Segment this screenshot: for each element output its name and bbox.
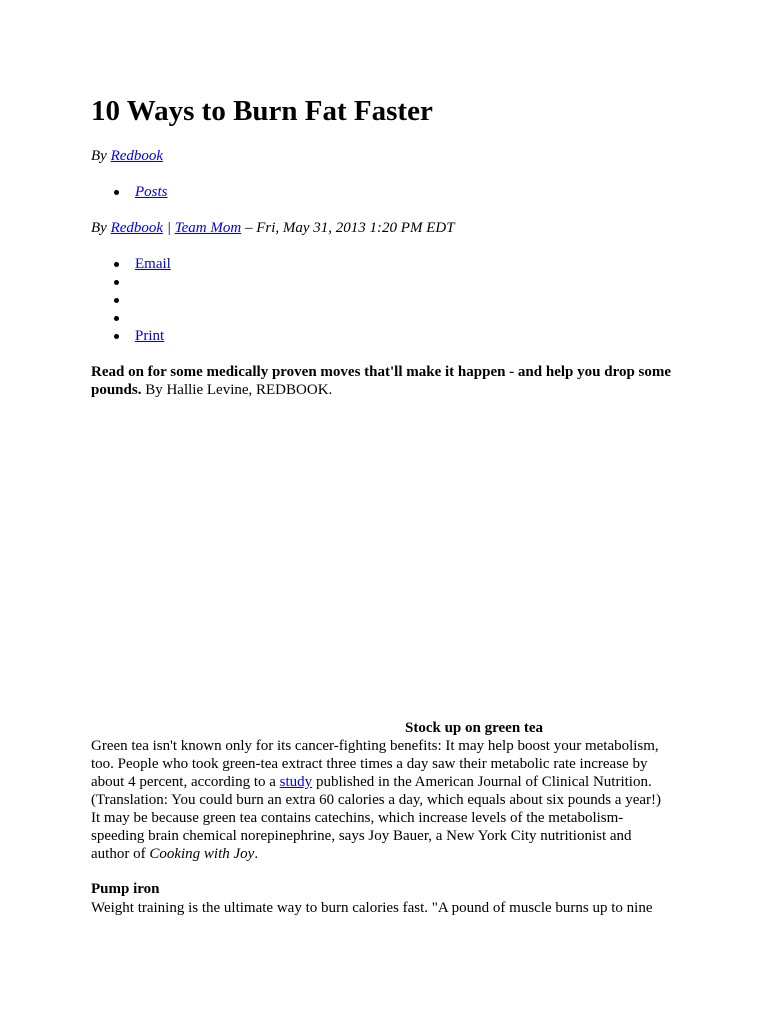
author-link[interactable]: Redbook — [110, 220, 164, 236]
section-body-pump-iron — [91, 899, 681, 917]
publish-date: – Fri, May 31, 2013 1:20 PM EDT — [241, 220, 455, 236]
byline-top — [91, 147, 163, 165]
body-line — [91, 773, 681, 791]
body-line: too. People who took green-tea extract three times a day saw their metabolic rate increase by — [91, 756, 648, 772]
bullet-icon — [114, 280, 119, 285]
share-item-email — [91, 255, 171, 273]
body-text: published in the American Journal of Clinical Nutrition. — [312, 774, 652, 790]
body-line: It may be because green tea contains catechins, which increase levels of the metabolism- — [91, 810, 624, 826]
bullet-icon — [114, 334, 119, 339]
posts-link[interactable]: Posts — [135, 184, 168, 200]
print-link[interactable]: Print — [135, 328, 165, 344]
body-line: Green tea isn't known only for its cancer-fighting benefits: It may help boost your metabolism, — [91, 738, 659, 754]
body-text: author of — [91, 846, 150, 862]
share-item-print — [91, 327, 171, 345]
share-item-empty — [91, 309, 171, 327]
article-title: 10 Ways to Burn Fat Faster — [91, 95, 433, 127]
body-line: Weight training is the ultimate way to burn calories fast. "A pound of muscle burns up to nine — [91, 900, 653, 916]
author-link[interactable]: Redbook — [110, 148, 164, 164]
bullet-icon — [114, 190, 119, 195]
book-title: Cooking with Joy — [149, 846, 255, 862]
section-body-green-tea — [91, 737, 681, 863]
email-link[interactable]: Email — [135, 256, 171, 272]
share-item-empty — [91, 291, 171, 309]
image-placeholder — [91, 400, 691, 712]
byline-separator: | — [163, 220, 175, 236]
byline-full — [91, 219, 455, 237]
article-intro — [91, 363, 691, 399]
section-heading-green-tea: Stock up on green tea — [405, 720, 544, 736]
study-link[interactable]: study — [279, 774, 313, 790]
byline-prefix: By — [91, 220, 111, 236]
intro-lead: Read on for some medically proven moves that'll make it happen - and help you drop some pounds. — [91, 364, 672, 398]
intro-credit: By Hallie Levine, REDBOOK. — [141, 382, 333, 398]
share-item-empty — [91, 273, 171, 291]
bullet-icon — [114, 316, 119, 321]
body-line — [91, 845, 681, 863]
posts-list — [91, 183, 168, 201]
share-list — [91, 255, 171, 345]
bullet-icon — [114, 298, 119, 303]
bullet-icon — [114, 262, 119, 267]
body-line: speeding brain chemical norepinephrine, says Joy Bauer, a New York City nutritionist and — [91, 828, 632, 844]
byline-prefix: By — [91, 148, 111, 164]
blog-link[interactable]: Team Mom — [174, 220, 242, 236]
list-item — [91, 183, 168, 201]
body-line: (Translation: You could burn an extra 60 calories a day, which equals about six pounds a year!) — [91, 792, 662, 808]
body-text: about 4 percent, according to a — [91, 774, 280, 790]
section-heading-pump-iron: Pump iron — [91, 881, 160, 897]
body-text: . — [254, 846, 259, 862]
